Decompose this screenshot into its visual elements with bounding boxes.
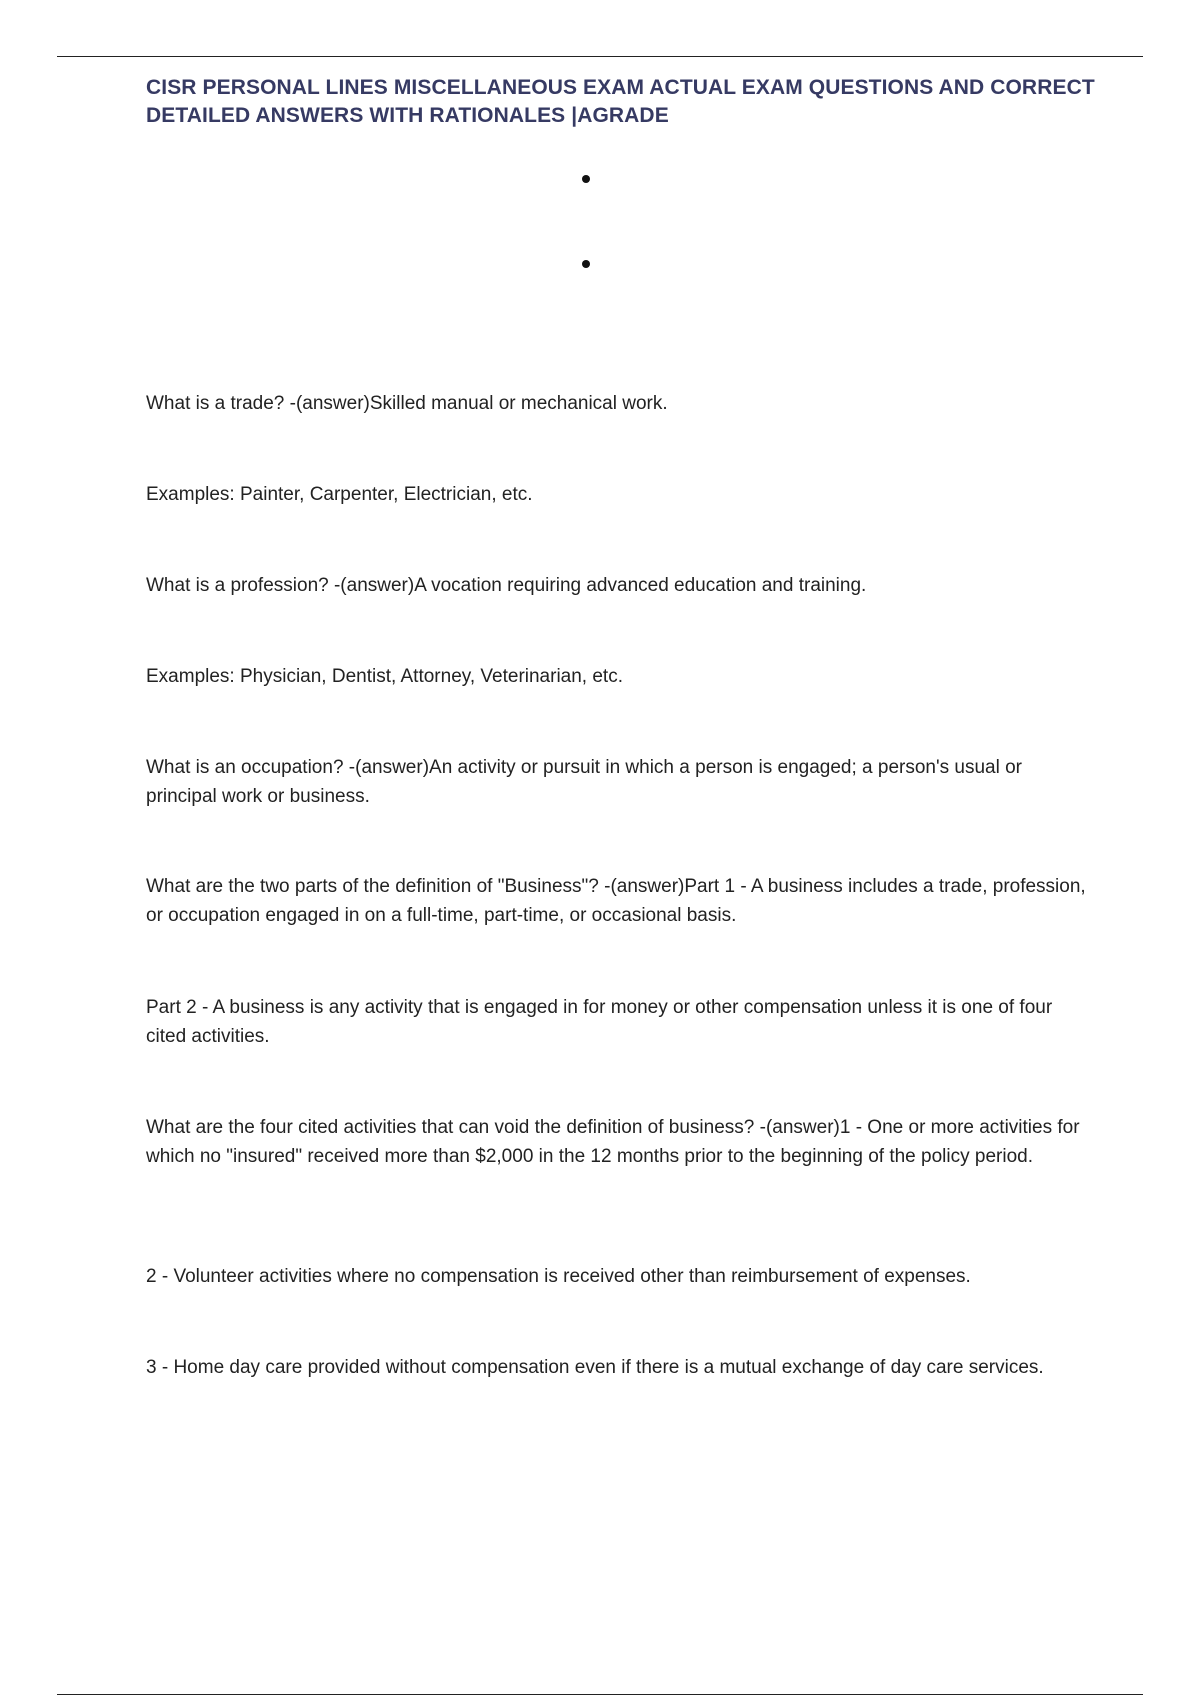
- paragraph-profession-examples: Examples: Physician, Dentist, Attorney, Veterinarian, etc.: [146, 666, 623, 687]
- bottom-rule: [57, 1694, 1143, 1695]
- document-title: CISR PERSONAL LINES MISCELLANEOUS EXAM ACTUAL EXAM QUESTIONS AND CORRECT DETAILED ANSWERS WITH RATIONALES |AGRADE: [146, 76, 1095, 127]
- paragraph-cited-activities-3: 3 - Home day care provided without compensation even if there is a mutual exchange of day care services.: [146, 1357, 1044, 1378]
- paragraph-occupation-question: What is an occupation? -(answer)An activity or pursuit in which a person is engaged; a person's usual or principal work or business.: [146, 757, 1022, 807]
- paragraph-business-definition-part1: What are the two parts of the definition of "Business"? -(answer)Part 1 - A business includes a trade, profession, or occupation engaged in on a full-time, part-time, or occasional basis.: [146, 876, 1086, 926]
- paragraph-cited-activities-1: What are the four cited activities that can void the definition of business? -(answer)1 - One or more activities for which no "insured" received more than $2,000 in the 12 months prior to the beginning of the policy period.: [146, 1117, 1080, 1167]
- paragraph-trade-examples: Examples: Painter, Carpenter, Electrician, etc.: [146, 484, 533, 505]
- bullet-marker: [582, 260, 590, 268]
- paragraph-business-definition-part2: Part 2 - A business is any activity that is engaged in for money or other compensation unless it is one of four cited activities.: [146, 997, 1053, 1047]
- top-rule: [57, 56, 1143, 57]
- paragraph-cited-activities-2: 2 - Volunteer activities where no compensation is received other than reimbursement of expenses.: [146, 1266, 971, 1287]
- paragraph-profession-question: What is a profession? -(answer)A vocation requiring advanced education and training.: [146, 575, 867, 596]
- bullet-marker: [582, 175, 590, 183]
- paragraph-trade-question: What is a trade? -(answer)Skilled manual or mechanical work.: [146, 393, 668, 414]
